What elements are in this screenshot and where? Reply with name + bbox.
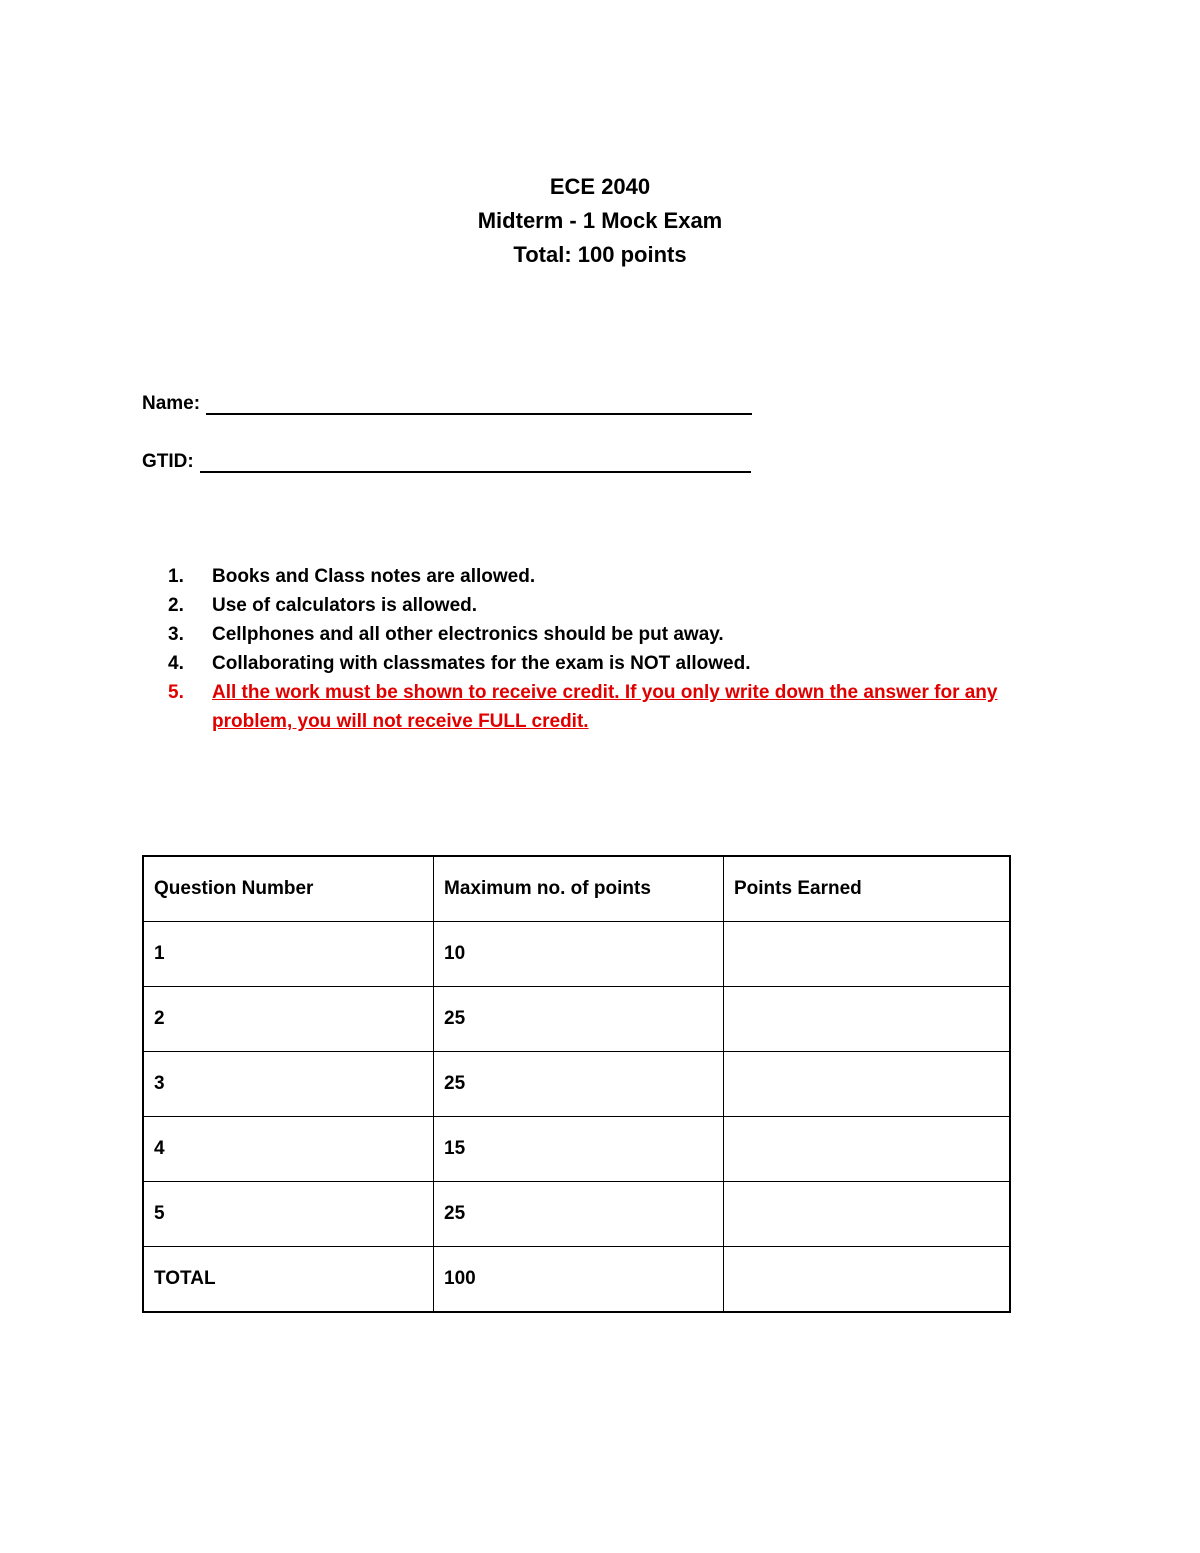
question-cell: 4: [143, 1117, 434, 1182]
header-question-number: Question Number: [143, 856, 434, 922]
points-earned-cell[interactable]: [724, 1052, 1011, 1117]
points-earned-cell[interactable]: [724, 1182, 1011, 1247]
question-cell: 2: [143, 987, 434, 1052]
points-earned-cell[interactable]: [724, 922, 1011, 987]
question-cell: 5: [143, 1182, 434, 1247]
points-earned-cell[interactable]: [724, 987, 1011, 1052]
name-blank-line[interactable]: [206, 395, 752, 415]
table-total-row: [143, 1247, 1010, 1313]
rule-item: [142, 620, 1082, 649]
rule-text-warning: All the work must be shown to receive credit. If you only write down the answer for any problem, you will not receive FULL credit.: [212, 682, 998, 732]
total-points-earned-cell[interactable]: [724, 1247, 1011, 1313]
max-points-cell: 25: [434, 987, 724, 1052]
rule-item: [142, 562, 1082, 591]
total-label-cell: TOTAL: [143, 1247, 434, 1313]
max-points-cell: 25: [434, 1182, 724, 1247]
question-cell: 1: [143, 922, 434, 987]
max-points-cell: 10: [434, 922, 724, 987]
title-block: [0, 170, 1200, 272]
gtid-label: GTID:: [142, 451, 194, 472]
rule-text: Use of calculators is allowed.: [212, 595, 478, 616]
rule-item: [142, 591, 1082, 620]
rule-number: 3.: [168, 624, 184, 645]
course-title: ECE 2040: [549, 174, 651, 199]
table-row: [143, 1052, 1010, 1117]
header-points-earned: Points Earned: [724, 856, 1011, 922]
table-row: [143, 922, 1010, 987]
table-row: [143, 987, 1010, 1052]
total-max-points-cell: 100: [434, 1247, 724, 1313]
table-row: [143, 1117, 1010, 1182]
rule-item-warning: [142, 678, 1082, 736]
gtid-blank-line[interactable]: [200, 453, 751, 473]
rule-number: 5.: [168, 682, 184, 703]
question-cell: 3: [143, 1052, 434, 1117]
exam-rules-list: [142, 562, 1082, 736]
points-earned-cell[interactable]: [724, 1117, 1011, 1182]
name-field: [142, 393, 752, 415]
score-table: [142, 855, 1011, 1313]
rule-number: 4.: [168, 653, 184, 674]
name-label: Name:: [142, 393, 201, 414]
header-max-points: Maximum no. of points: [434, 856, 724, 922]
rule-text: Collaborating with classmates for the exam is NOT allowed.: [212, 653, 751, 674]
total-points: Total: 100 points: [513, 242, 687, 267]
gtid-field: [142, 451, 751, 473]
rule-item: [142, 649, 1082, 678]
table-row: [143, 1182, 1010, 1247]
table-header-row: [143, 856, 1010, 922]
rule-number: 2.: [168, 595, 184, 616]
exam-title: Midterm - 1 Mock Exam: [477, 208, 723, 233]
max-points-cell: 25: [434, 1052, 724, 1117]
rule-text: Books and Class notes are allowed.: [212, 566, 536, 587]
rule-number: 1.: [168, 566, 184, 587]
rule-text: Cellphones and all other electronics should be put away.: [212, 624, 724, 645]
max-points-cell: 15: [434, 1117, 724, 1182]
